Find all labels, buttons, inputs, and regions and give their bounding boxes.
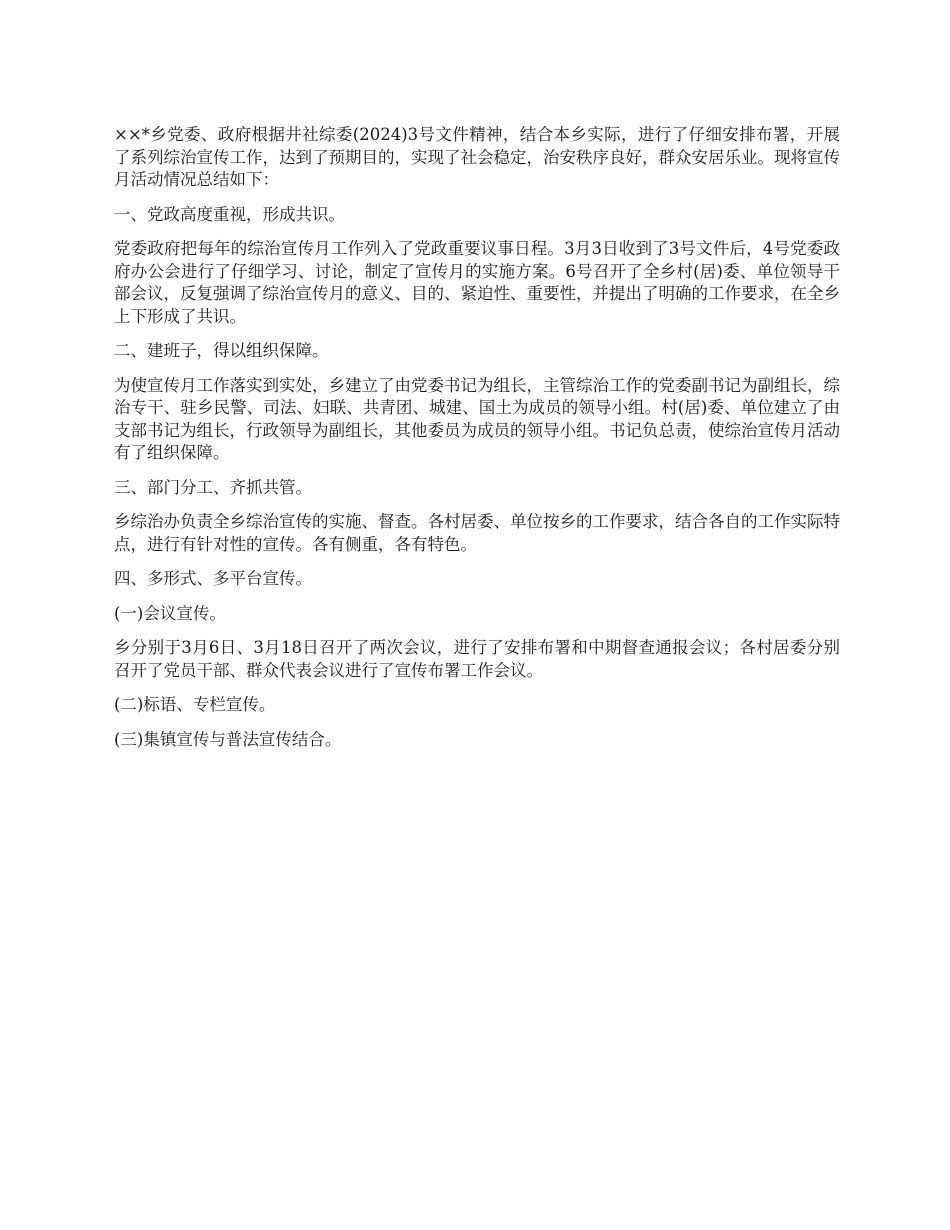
section-heading-1: 一、党政高度重视，形成共识。 <box>114 204 345 224</box>
section-heading-3: 三、部门分工、齐抓共管。 <box>114 477 312 497</box>
subsection-heading-3: (三)集镇宣传与普法宣传结合。 <box>114 729 342 749</box>
subsection-paragraph-1: 乡分别于3月6日、3月18日召开了两次会议，进行了安排布署和中期督查通报会议；各村居委分别召开了党员干部、群众代表会议进行了宣传布署工作会议。 <box>114 638 840 680</box>
subsection-heading-2: (二)标语、专栏宣传。 <box>114 695 276 714</box>
intro-paragraph: ××*乡党委、政府根据井社综委(2024)3号文件精神，结合本乡实际，进行了仔细安排布署，开展了系列综治宣传工作，达到了预期目的，实现了社会稳定，治安秩序良好，群众安居乐业。现将宣传月活动情况总结如下： <box>114 125 840 189</box>
document-body <box>114 124 840 763</box>
section-paragraph-1: 党委政府把每年的综治宣传月工作列入了党政重要议事日程。3月3日收到了3号文件后，4号党委政府办公会进行了仔细学习、讨论，制定了宣传月的实施方案。6号召开了全乡村(居)委、单位领导干部会议，反复强调了综治宣传月的意义、目的、紧迫性、重要性，并提出了明确的工作要求，在全乡上下形成了共识。 <box>114 239 840 326</box>
section-paragraph-3: 乡综治办负责全乡综治宣传的实施、督查。各村居委、单位按乡的工作要求，结合各自的工作实际特点，进行有针对性的宣传。各有侧重，各有特色。 <box>114 512 840 554</box>
section-heading-2: 二、建班子，得以组织保障。 <box>114 341 329 360</box>
section-heading-4: 四、多形式、多平台宣传。 <box>114 569 312 588</box>
subsection-heading-1: (一)会议宣传。 <box>114 603 226 623</box>
section-paragraph-2: 为使宣传月工作落实到实处，乡建立了由党委书记为组长，主管综治工作的党委副书记为副组长，综治专干、驻乡民警、司法、妇联、共青团、城建、国土为成员的领导小组。村(居)委、单位建立了由支部书记为组长，行政领导为副组长，其他委员为成员的领导小组。书记负总责，使综治宣传月活动有了组织保障。 <box>114 375 840 462</box>
